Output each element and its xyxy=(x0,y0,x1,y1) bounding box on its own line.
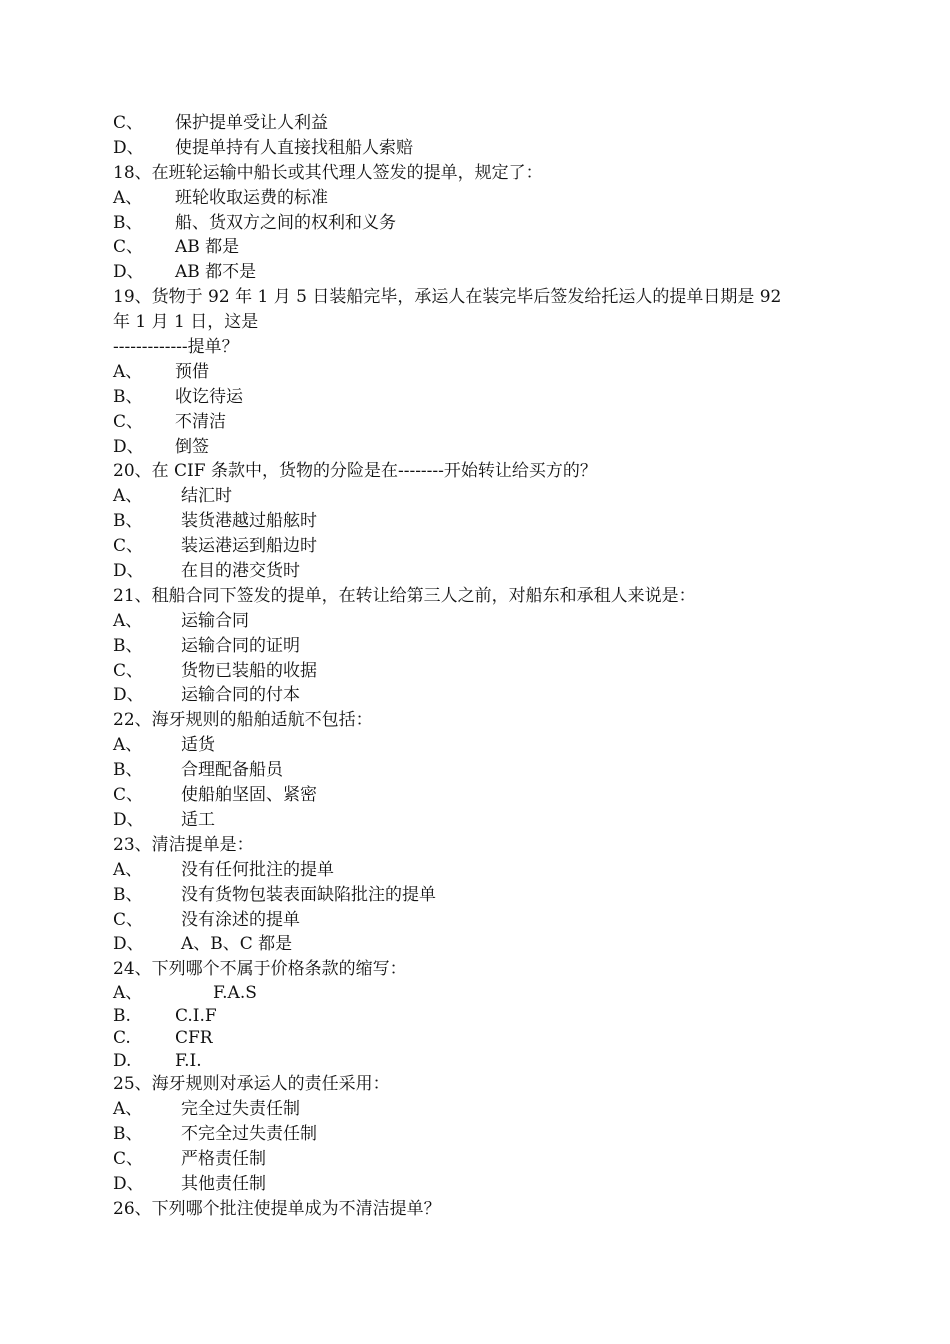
option-item xyxy=(113,559,853,584)
option-item xyxy=(113,634,853,659)
option-key: B、 xyxy=(113,511,143,532)
option-key: B、 xyxy=(113,635,143,656)
option-text: 不清洁 xyxy=(175,411,226,432)
option-item xyxy=(113,883,853,908)
option-item xyxy=(113,783,853,808)
option-key: D、 xyxy=(113,934,144,955)
option-text: F.A.S xyxy=(213,983,257,1004)
question-text: 24、下列哪个不属于价格条款的缩写： xyxy=(113,959,407,980)
option-item xyxy=(113,982,853,1005)
option-key: B、 xyxy=(113,760,143,781)
option-text: 装运港运到船边时 xyxy=(181,536,317,557)
option-key: C、 xyxy=(113,660,144,681)
option-key: D、 xyxy=(113,262,144,283)
question-text: 18、在班轮运输中船长或其代理人签发的提单，规定了： xyxy=(113,162,543,183)
option-text: 严格责任制 xyxy=(181,1148,266,1169)
option-key: A、 xyxy=(113,983,143,1004)
option-text: 结汇时 xyxy=(181,486,232,507)
option-text: 倒签 xyxy=(175,436,209,457)
option-text: AB 都是 xyxy=(175,237,240,258)
option-text: A、B、C 都是 xyxy=(181,934,293,955)
option-item xyxy=(113,609,853,634)
option-key: C、 xyxy=(113,536,144,557)
option-item xyxy=(113,235,853,260)
option-text: 适货 xyxy=(181,735,215,756)
option-item xyxy=(113,1005,853,1028)
option-item xyxy=(113,410,853,435)
option-key: C、 xyxy=(113,237,144,258)
option-item xyxy=(113,1147,853,1172)
option-item xyxy=(113,1172,853,1197)
option-text: 运输合同 xyxy=(181,610,249,631)
option-item xyxy=(113,360,853,385)
option-text: 班轮收取运费的标准 xyxy=(175,187,328,208)
option-key: B. xyxy=(113,1005,131,1026)
option-key: C、 xyxy=(113,113,144,133)
option-item xyxy=(113,136,853,161)
option-item xyxy=(113,808,853,833)
option-item xyxy=(113,1097,853,1122)
option-item xyxy=(113,484,853,509)
option-text: 收讫待运 xyxy=(175,386,243,407)
option-text: 使提单持有人直接找租船人索赔 xyxy=(175,137,413,158)
question-text: 22、海牙规则的船舶适航不包括： xyxy=(113,710,373,731)
option-text: 完全过失责任制 xyxy=(181,1099,300,1120)
question-text: 19、货物于 92 年 1 月 5 日装船完毕，承运人在装完毕后签发给托运人的提单日期是 92 xyxy=(113,287,782,308)
question-text: 26、下列哪个批注使提单成为不清洁提单？ xyxy=(113,1198,441,1219)
option-item xyxy=(113,733,853,758)
option-key: C、 xyxy=(113,785,144,806)
option-text: 合理配备船员 xyxy=(181,760,283,781)
option-text: F.I. xyxy=(175,1050,202,1071)
option-text: 没有任何批注的提单 xyxy=(181,859,334,880)
option-text: 预借 xyxy=(175,361,209,382)
option-item xyxy=(113,659,853,684)
option-text: 在目的港交货时 xyxy=(181,561,300,582)
option-key: D. xyxy=(113,1050,132,1071)
option-key: A、 xyxy=(113,361,143,382)
option-key: B、 xyxy=(113,212,143,233)
option-text: 装货港越过船舷时 xyxy=(181,511,317,532)
option-key: D、 xyxy=(113,1173,144,1194)
option-text: 适工 xyxy=(181,809,215,830)
option-key: C、 xyxy=(113,1148,144,1169)
option-text: 运输合同的证明 xyxy=(181,635,300,656)
option-key: C、 xyxy=(113,411,144,432)
option-item xyxy=(113,509,853,534)
question-text: 年 1 月 1 日，这是 xyxy=(113,312,259,333)
option-text: 运输合同的付本 xyxy=(181,685,300,706)
option-item xyxy=(113,260,853,285)
option-item xyxy=(113,385,853,410)
option-key: D、 xyxy=(113,137,144,158)
option-item xyxy=(113,932,853,957)
option-key: D、 xyxy=(113,809,144,830)
option-text: 其他责任制 xyxy=(181,1173,266,1194)
option-text: AB 都不是 xyxy=(175,262,257,283)
option-item xyxy=(113,186,853,211)
option-key: C、 xyxy=(113,909,144,930)
option-key: D、 xyxy=(113,436,144,457)
option-text: 船、货双方之间的权利和义务 xyxy=(175,212,396,233)
option-text: 货物已装船的收据 xyxy=(181,660,317,681)
option-key: A、 xyxy=(113,486,143,507)
option-text: 没有货物包装表面缺陷批注的提单 xyxy=(181,884,436,905)
option-item xyxy=(113,211,853,236)
option-item xyxy=(113,111,853,136)
option-text: 使船舶坚固、紧密 xyxy=(181,785,317,806)
option-key: B、 xyxy=(113,386,143,407)
option-text: 不完全过失责任制 xyxy=(181,1123,317,1144)
option-item xyxy=(113,534,853,559)
option-item xyxy=(113,683,853,708)
question-text: 21、租船合同下签发的提单，在转让给第三人之前，对船东和承租人来说是： xyxy=(113,585,696,606)
document-page xyxy=(113,111,853,1222)
option-item xyxy=(113,1027,853,1050)
option-key: D、 xyxy=(113,685,144,706)
option-key: B、 xyxy=(113,1123,143,1144)
question-text: 25、海牙规则对承运人的责任采用： xyxy=(113,1074,390,1095)
option-text: 没有涂述的提单 xyxy=(181,909,300,930)
option-item xyxy=(113,908,853,933)
question-text: 20、在 CIF 条款中，货物的分险是在--------开始转让给买方的？ xyxy=(113,461,597,482)
option-key: B、 xyxy=(113,884,143,905)
option-key: A、 xyxy=(113,1099,143,1120)
question-text: 23、清洁提单是： xyxy=(113,834,254,855)
option-item xyxy=(113,435,853,460)
option-key: A、 xyxy=(113,859,143,880)
option-item xyxy=(113,758,853,783)
option-item xyxy=(113,858,853,883)
option-text: CFR xyxy=(175,1028,213,1049)
option-text: 保护提单受让人利益 xyxy=(175,113,328,133)
option-item xyxy=(113,1122,853,1147)
option-key: A、 xyxy=(113,735,143,756)
option-key: A、 xyxy=(113,610,143,631)
option-key: C. xyxy=(113,1028,131,1049)
option-text: C.I.F xyxy=(175,1005,217,1026)
option-key: A、 xyxy=(113,187,143,208)
option-key: D、 xyxy=(113,561,144,582)
option-item xyxy=(113,1050,853,1073)
question-text: -------------提单？ xyxy=(113,337,239,358)
